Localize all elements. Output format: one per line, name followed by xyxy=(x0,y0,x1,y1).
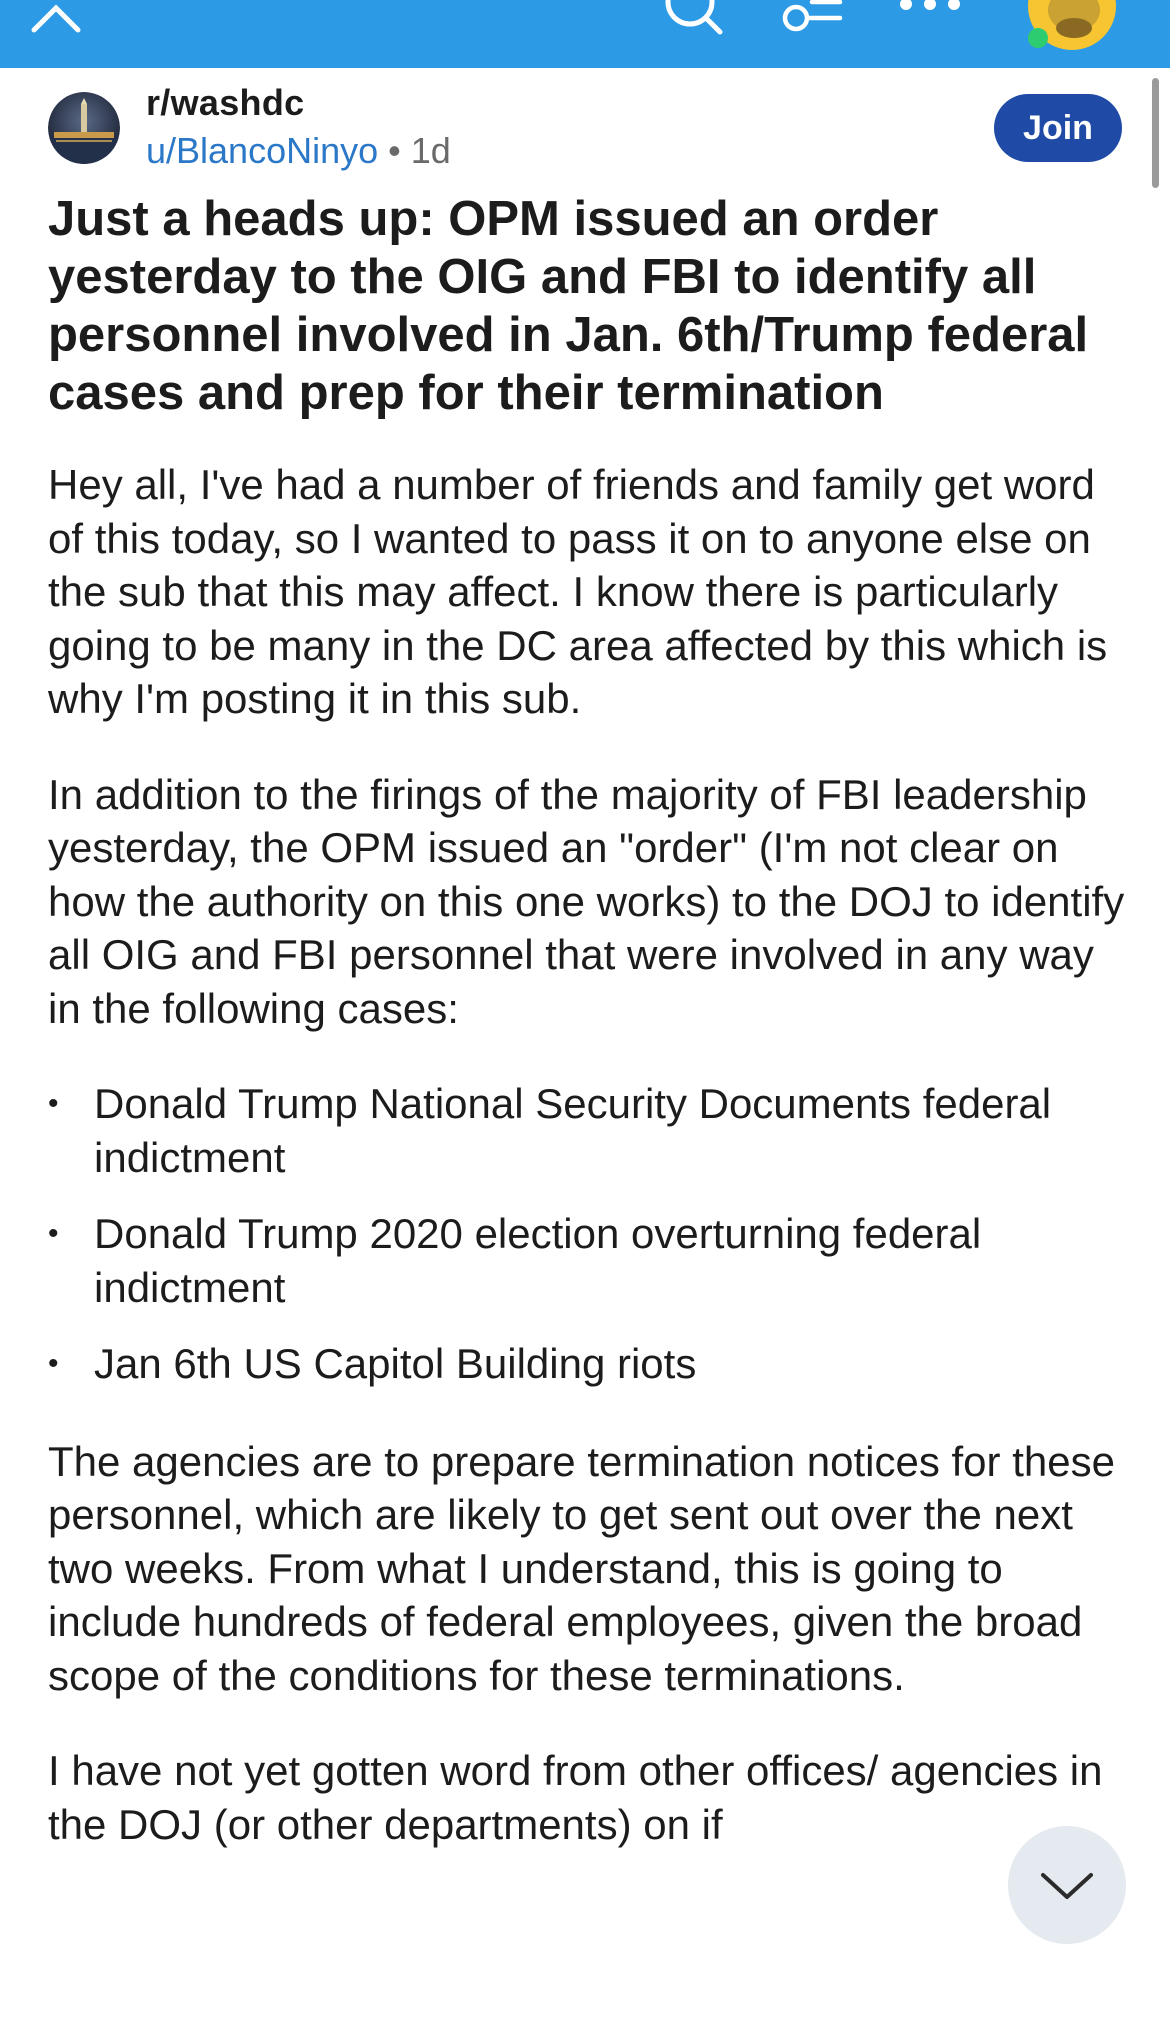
join-button[interactable]: Join xyxy=(994,94,1122,162)
bullet-glyph: • xyxy=(48,1087,59,1120)
list-item xyxy=(48,1337,1130,1391)
subreddit-name[interactable]: r/washdc xyxy=(146,82,305,123)
post-body xyxy=(48,458,1130,1893)
close-icon[interactable] xyxy=(28,0,92,40)
bullet-glyph: • xyxy=(48,1347,59,1380)
filter-icon[interactable] xyxy=(776,0,846,40)
list-item-text: Donald Trump National Security Documents federal indictment xyxy=(94,1080,1052,1181)
body-paragraph: Hey all, I've had a number of friends and family get word of this today, so I wanted to pass it on to anyone else on the sub that this may affect. I know there is particularly going to be many in the DC area affected by this which is why I'm posting it in this sub. xyxy=(48,461,1108,722)
body-paragraph: In addition to the firings of the majority of FBI leadership yesterday, the OPM issued an "order" (I'm not clear on how the authority on this one works) to the DOJ to identify all OIG and FBI personnel that were involved in any way in the following cases: xyxy=(48,770,1125,1032)
online-status-dot xyxy=(1028,28,1048,48)
post-title: Just a heads up: OPM issued an order yesterday to the OIG and FBI to identify all personnel involved in Jan. 6th/Trump federal cases and prep for their termination xyxy=(48,192,1089,420)
post-age: 1d xyxy=(410,130,451,171)
snoo-avatar[interactable] xyxy=(1024,0,1120,50)
list-item-text: Jan 6th US Capitol Building riots xyxy=(94,1340,697,1387)
subreddit-avatar[interactable] xyxy=(48,92,120,164)
scrollbar[interactable] xyxy=(1152,78,1159,188)
post-meta xyxy=(146,130,451,172)
collapse-button[interactable] xyxy=(1008,1826,1126,1944)
list-item xyxy=(48,1077,1130,1184)
bullet-glyph: • xyxy=(48,1217,59,1250)
body-paragraph: I have not yet gotten word from other offices/ agencies in the DOJ (or other departments) on if xyxy=(48,1747,1103,1848)
search-icon[interactable] xyxy=(656,0,728,42)
author-link[interactable]: u/BlancoNinyo xyxy=(146,130,379,171)
meta-separator: • xyxy=(388,130,401,171)
chevron-down-icon xyxy=(1039,1869,1095,1901)
top-app-bar xyxy=(0,0,1170,68)
case-list xyxy=(48,1077,1130,1391)
list-item-text: Donald Trump 2020 election overturning federal indictment xyxy=(94,1210,982,1311)
list-item xyxy=(48,1207,1130,1314)
body-paragraph: The agencies are to prepare termination notices for these personnel, which are likely to get sent out over the next two weeks. From what I understand, this is going to include hundreds of federal employees, given the broad scope of the conditions for these terminations. xyxy=(48,1437,1115,1699)
more-icon[interactable] xyxy=(898,0,962,20)
